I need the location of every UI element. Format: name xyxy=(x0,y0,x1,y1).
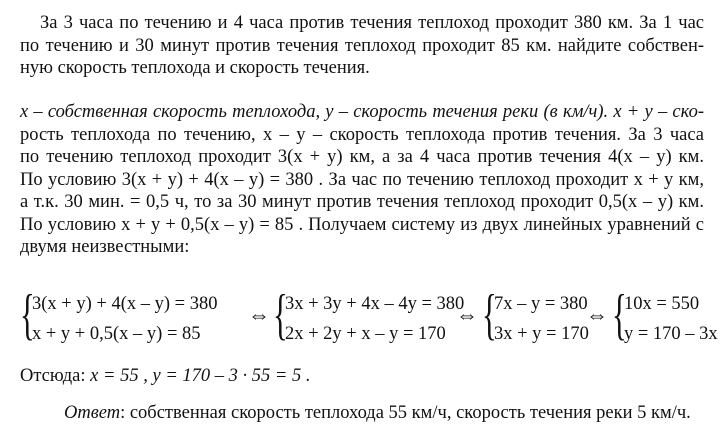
system-3-eq-1: 7x – y = 380 xyxy=(494,294,588,314)
system-4-eq-2: y = 170 – 3x xyxy=(624,324,718,344)
equation-systems xyxy=(20,284,718,349)
system-2-eq-1: 3x + 3y + 4x – 4y = 380 xyxy=(285,294,465,314)
brace-icon: { xyxy=(20,284,35,346)
equivalence-arrow-icon: ⇔ xyxy=(456,302,478,327)
system-4-eq-1: 10x = 550 xyxy=(624,294,700,314)
problem-statement xyxy=(20,12,704,80)
answer-label: Ответ xyxy=(64,403,121,423)
answer-text: : собственная скорость теплохода 55 км/ч, скорость течения реки 5 км/ч. xyxy=(120,403,691,423)
system-1-eq-1: 3(x + y) + 4(x – y) = 380 xyxy=(32,294,218,314)
system-3-eq-2: 3x + y = 170 xyxy=(494,324,589,344)
problem-line-2: по течению и 30 минут против течения теплоход проходит 85 км. найдите собствен- xyxy=(20,35,704,56)
problem-line-1: За 3 часа по течению и 4 часа против течения теплоход проходит 380 км. За 1 час xyxy=(40,13,704,33)
result-values: x = 55 , y = 170 – 3 · 55 = 5 . xyxy=(90,366,311,386)
solution-line-1: x – собственная скорость теплохода, y – скорость течения реки (в км/ч). x + y – ско- xyxy=(20,102,704,122)
solution-line-7: двумя неизвестными: xyxy=(20,237,190,257)
answer-line xyxy=(64,402,691,425)
solution-text xyxy=(20,101,704,259)
system-1-eq-2: x + y + 0,5(x – y) = 85 xyxy=(32,324,201,344)
brace-icon: { xyxy=(612,284,627,346)
solution-line-3: по течению теплоход проходит 3(x + y) км, а за 4 часа против течения 4(x – y) км. xyxy=(20,147,704,167)
solution-line-2: рость теплохода по течению, x – y – скорость теплохода против течения. За 3 часа xyxy=(20,124,704,145)
solution-line-6: По условию x + y + 0,5(x – y) = 85 . Получаем систему из двух линейных уравнений с xyxy=(20,214,704,235)
problem-line-3: ную скорость теплохода и скорость течения. xyxy=(20,58,370,78)
equivalence-arrow-icon: ⇔ xyxy=(248,302,270,327)
system-2-eq-2: 2x + 2y + x – y = 170 xyxy=(285,324,446,344)
solution-line-5: а т.к. 30 мин. = 0,5 ч, то за 30 минут против течения теплоход проходит 0,5(x – y) км. xyxy=(20,192,704,212)
equivalence-arrow-icon: ⇔ xyxy=(586,302,608,327)
result-label: Отсюда: xyxy=(20,366,86,386)
brace-icon: { xyxy=(482,284,497,346)
brace-icon: { xyxy=(273,284,288,346)
solution-line-4: По условию 3(x + y) + 4(x – y) = 380 . За час по течению теплоход проходит x + y км, xyxy=(20,169,704,190)
result-line xyxy=(20,365,311,388)
